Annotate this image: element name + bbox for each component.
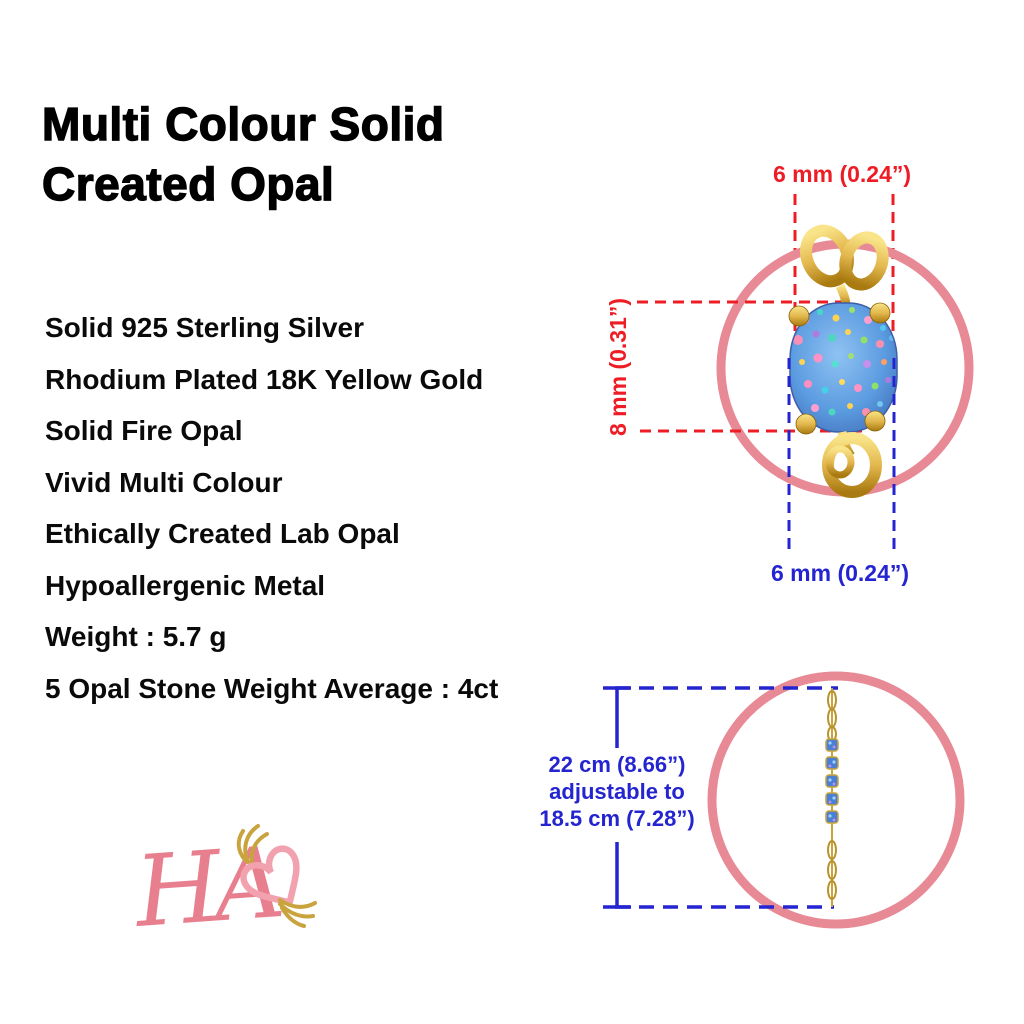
feature-item: Solid Fire Opal [45,415,243,446]
page-title-line2: Created Opal [42,158,335,210]
feature-item: Rhodium Plated 18K Yellow Gold [45,363,484,395]
bracelet-chain [826,688,838,907]
logo-monogram: HA [131,826,282,950]
bracelet-length-label-line2: adjustable to [549,779,685,804]
feature-item: 5 Opal Stone Weight Average : 4ct [45,672,499,704]
bracelet-length-label-line1: 22 cm (8.66”) [548,752,686,777]
chain-link-top [799,224,889,306]
feature-list [45,302,498,714]
stone-top-width-label: 6 mm (0.24”) [772,161,912,187]
chain-link-bottom [828,432,876,492]
bracelet-length-label-line3: 18.5 cm (7.28”) [539,806,695,831]
bracelet-length-diagram [500,650,980,950]
page-title-line1: Multi Colour Solid [42,98,445,150]
stone-bottom-width-label: 6 mm (0.24”) [770,560,910,586]
title-block [42,94,445,214]
feature-item: Ethically Created Lab Opal [45,518,400,549]
brand-logo [108,800,358,980]
stone-size-diagram [580,140,1020,610]
stone-height-label: 8 mm (0.31”) [605,297,631,437]
feature-item: Weight : 5.7 g [45,621,227,652]
feature-item: Vivid Multi Colour [45,466,283,498]
bracelet-opal-beads [826,739,838,823]
feature-item: Hypoallergenic Metal [45,569,326,601]
feature-item: Solid 925 Sterling Silver [45,312,365,343]
